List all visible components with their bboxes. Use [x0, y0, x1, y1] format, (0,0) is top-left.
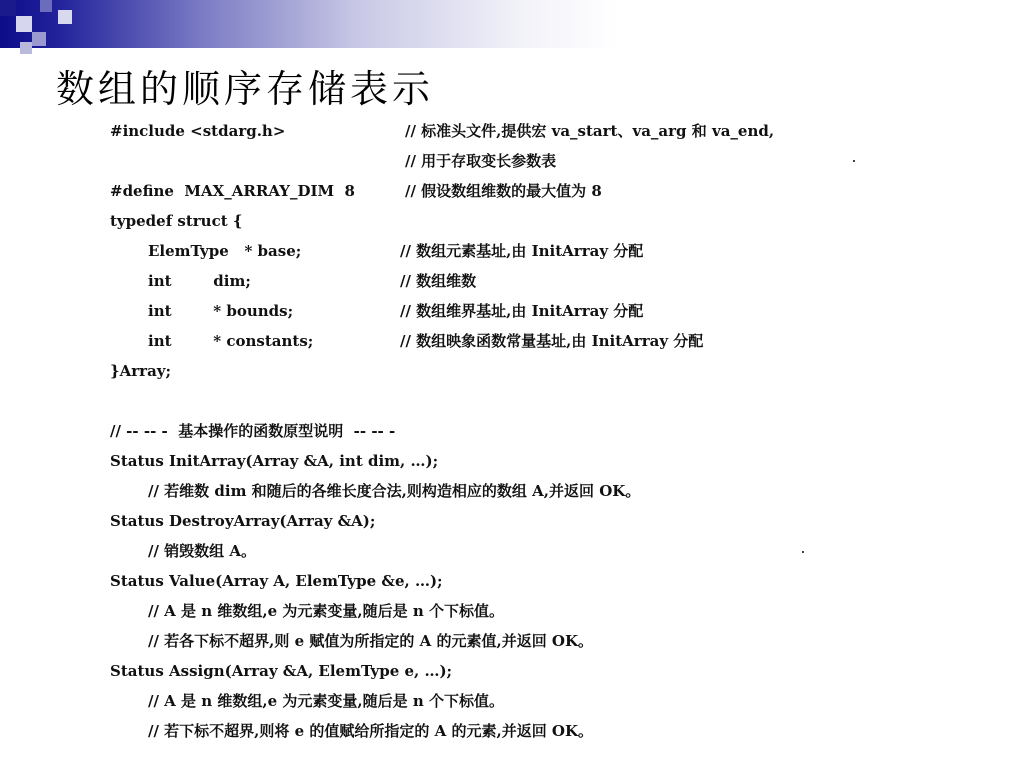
code-comment: // A 是 n 维数组,e 为元素变量,随后是 n 个下标值。	[148, 692, 504, 710]
scan-speck	[853, 160, 855, 162]
scan-speck	[802, 551, 804, 553]
code-comment: // 若下标不超界,则将 e 的值赋给所指定的 A 的元素,并返回 OK。	[148, 722, 594, 740]
code-comment: // A 是 n 维数组,e 为元素变量,随后是 n 个下标值。	[148, 602, 504, 620]
code-comment: // 数组维数	[400, 272, 477, 290]
code-line-field: int * bounds;	[148, 302, 294, 320]
code-line-prototype: Status Assign(Array &A, ElemType e, …);	[110, 662, 453, 680]
code-line-typedef: typedef struct {	[110, 212, 243, 230]
code-line-prototype: Status InitArray(Array &A, int dim, …);	[110, 452, 439, 470]
code-line-define: #define MAX_ARRAY_DIM 8	[110, 182, 355, 200]
code-line-field: ElemType * base;	[148, 242, 302, 260]
code-line-prototype: Status DestroyArray(Array &A);	[110, 512, 376, 530]
code-line-include: #include <stdarg.h>	[110, 122, 286, 140]
code-line-struct-end: }Array;	[110, 362, 172, 380]
code-comment: // 数组维界基址,由 InitArray 分配	[400, 302, 644, 320]
code-comment: // 若各下标不超界,则 e 赋值为所指定的 A 的元素值,并返回 OK。	[148, 632, 594, 650]
code-comment: // 若维数 dim 和随后的各维长度合法,则构造相应的数组 A,并返回 OK。	[148, 482, 641, 500]
code-comment: // 用于存取变长参数表	[405, 152, 557, 170]
code-section-comment: // -- -- - 基本操作的函数原型说明 -- -- -	[110, 422, 396, 440]
code-comment: // 数组元素基址,由 InitArray 分配	[400, 242, 644, 260]
code-comment: // 销毁数组 A。	[148, 542, 257, 560]
code-line-field: int * constants;	[148, 332, 314, 350]
code-comment: // 假设数组维数的最大值为 8	[405, 182, 602, 200]
slide-title: 数组的顺序存储表示	[56, 67, 435, 111]
code-line-field: int dim;	[148, 272, 251, 290]
code-line-prototype: Status Value(Array A, ElemType &e, …);	[110, 572, 443, 590]
code-comment: // 标准头文件,提供宏 va_start、va_arg 和 va_end,	[405, 122, 775, 140]
code-comment: // 数组映象函数常量基址,由 InitArray 分配	[400, 332, 704, 350]
